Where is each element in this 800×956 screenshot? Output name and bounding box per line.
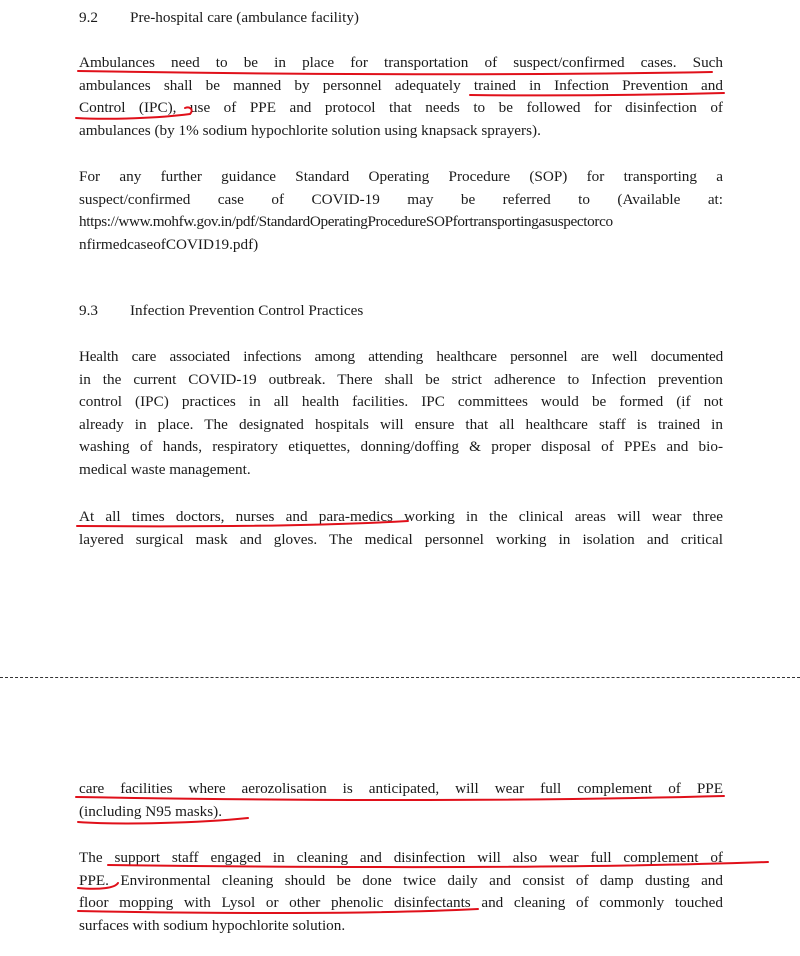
- text-line: floor mopping with Lysol or other phenolic disinfectants and cleaning of commonly touched: [79, 894, 723, 912]
- sop-url-line: nfirmedcaseofCOVID19.pdf): [79, 235, 259, 253]
- ipc-paragraph: [79, 346, 723, 482]
- text-line: At all times doctors, nurses and para-medics working in the clinical areas will wear three: [79, 508, 723, 525]
- sop-url-line: https://www.mohfw.gov.in/pdf/StandardOperatingProcedureSOPfortransportingasuspectorco: [79, 213, 613, 231]
- text-line: suspect/confirmed case of COVID-19 may be referred to (Available at:: [79, 190, 723, 208]
- text-line: ambulances shall be manned by personnel adequately trained in Infection Prevention and: [79, 76, 723, 94]
- section-number: 9.3: [79, 302, 98, 319]
- text-line: washing of hands, respiratory etiquettes, donning/doffing & proper disposal of PPEs and bio-: [79, 438, 723, 456]
- text-line: Control (IPC), use of PPE and protocol that needs to be followed for disinfection of: [79, 99, 723, 117]
- text-line: control (IPC) practices in all health facilities. IPC committees would be formed (if not: [79, 393, 723, 411]
- text-line: in the current COVID-19 outbreak. There shall be strict adherence to Infection prevention: [79, 370, 723, 388]
- ambulance-paragraph: [79, 52, 723, 142]
- section-number: 9.2: [79, 9, 98, 26]
- section-9-2-heading: [79, 7, 359, 29]
- text-line: Ambulances need to be in place for transportation of suspect/confirmed cases. Such: [79, 54, 723, 71]
- section-title: Infection Prevention Control Practices: [130, 302, 364, 319]
- section-title: Pre-hospital care (ambulance facility): [130, 9, 359, 26]
- text-line: care facilities where aerozolisation is anticipated, will wear full complement of PPE: [79, 780, 723, 797]
- text-line: already in place. The designated hospitals will ensure that all healthcare staff is trained in: [79, 415, 723, 433]
- ppe-staff-paragraph: [79, 506, 723, 551]
- text-line: Health care associated infections among attending healthcare personnel are well documented: [79, 348, 723, 365]
- text-line: ambulances (by 1% sodium hypochlorite solution using knapsack sprayers).: [79, 121, 541, 139]
- continued-ppe-paragraph: [79, 778, 723, 823]
- sop-guidance-paragraph: [79, 166, 723, 256]
- page-break-divider: [0, 677, 800, 678]
- text-line: layered surgical mask and gloves. The medical personnel working in isolation and critical: [79, 530, 723, 548]
- section-9-3-heading: [79, 300, 363, 322]
- text-line: PPE. Environmental cleaning should be done twice daily and consist of damp dusting and: [79, 871, 723, 889]
- support-staff-paragraph: [79, 847, 723, 937]
- text-line: surfaces with sodium hypochlorite solution.: [79, 916, 346, 934]
- text-line: medical waste management.: [79, 460, 251, 478]
- text-line: The support staff engaged in cleaning and disinfection will also wear full complement of: [79, 849, 723, 866]
- text-line: (including N95 masks).: [79, 802, 222, 820]
- text-line: For any further guidance Standard Operating Procedure (SOP) for transporting a: [79, 168, 723, 185]
